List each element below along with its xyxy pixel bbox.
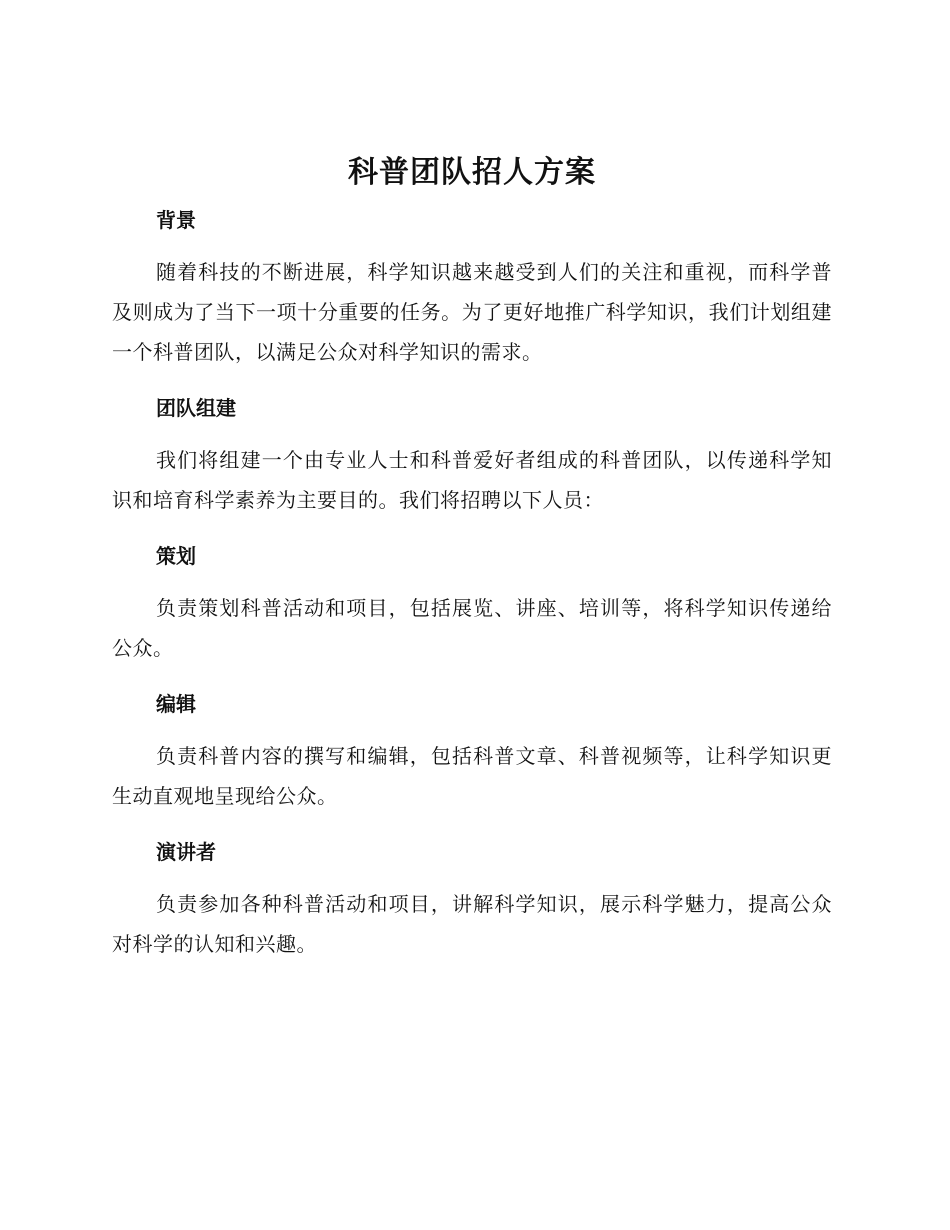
- section-paragraph-speaker: 负责参加各种科普活动和项目，讲解科学知识，展示科学魅力，提高公众对科学的认知和兴趣。: [112, 892, 832, 956]
- section-paragraph-planner: 负责策划科普活动和项目，包括展览、讲座、培训等，将科学知识传递给公众。: [112, 596, 832, 660]
- section-heading-planner: 策划: [156, 544, 196, 568]
- section-paragraph-background: 随着科技的不断进展，科学知识越来越受到人们的关注和重视，而科学普及则成为了当下一项十分重要的任务。为了更好地推广科学知识，我们计划组建一个科普团队，以满足公众对科学知识的需求。: [112, 260, 832, 364]
- section-paragraph-team-building: 我们将组建一个由专业人士和科普爱好者组成的科普团队，以传递科学知识和培育科学素养为主要目的。我们将招聘以下人员：: [112, 448, 832, 512]
- section-heading-editor: 编辑: [156, 692, 196, 716]
- section-heading-background: 背景: [156, 208, 196, 232]
- section-paragraph-editor: 负责科普内容的撰写和编辑，包括科普文章、科普视频等，让科学知识更生动直观地呈现给公众。: [112, 744, 832, 808]
- section-heading-team-building: 团队组建: [156, 396, 236, 420]
- section-heading-speaker: 演讲者: [156, 840, 216, 864]
- document-page: [112, 148, 832, 964]
- document-title: 科普团队招人方案: [348, 155, 596, 190]
